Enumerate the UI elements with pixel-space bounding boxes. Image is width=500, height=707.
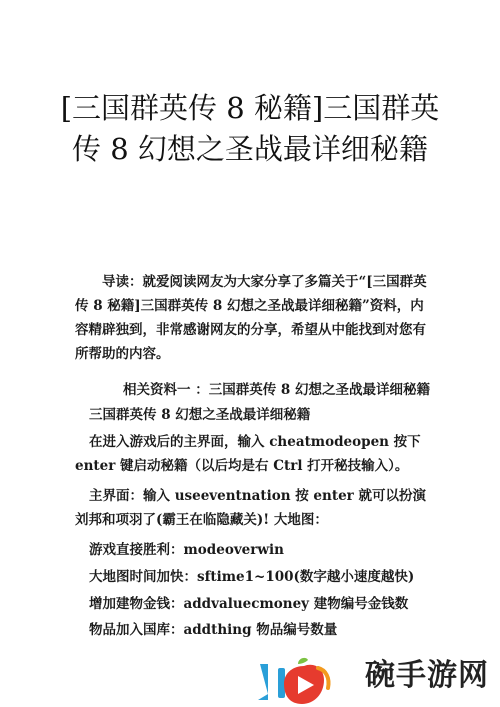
document-title: [三国群英传 8 秘籍]三国群英传 8 幻想之圣战最详细秘籍	[60, 91, 440, 166]
main-screen-paragraph: 主界面：输入 useeventnation 按 enter 就可以扮演刘邦和项羽了(霸王在临隐藏关)! 大地图：	[75, 488, 426, 528]
watermark	[248, 652, 500, 707]
wanshouyou-logo-icon	[256, 654, 336, 706]
cheat-item: 大地图时间加快：sftime1~100(数字越小速度越快)	[89, 569, 415, 585]
watermark-text: 碗手游网	[365, 658, 489, 693]
enter-cheat-paragraph: 在进入游戏后的主界面，输入 cheatmodeopen 按下 enter 键启动秘籍（以后均是右 Ctrl 打开秘技输入）。	[75, 434, 421, 474]
cheat-item: 增加建物金钱：addvaluecmoney 建物编号金钱数	[89, 596, 409, 612]
cheat-item: 物品加入国库：addthing 物品编号数量	[89, 622, 338, 638]
document-subtitle: 三国群英传 8 幻想之圣战最详细秘籍	[89, 407, 311, 423]
related-heading: 相关资料一 ：三国群英传 8 幻想之圣战最详细秘籍	[123, 382, 430, 398]
cheat-item: 游戏直接胜利：modeoverwin	[89, 542, 284, 558]
intro-paragraph: 导读：就爱阅读网友为大家分享了多篇关于“[三国群英传 8 秘籍]三国群英传 8 幻想之圣战最详细秘籍”资料，内容精辟独到，非常感谢网友的分享，希望从中能找到对您有所帮助的内容。	[75, 274, 427, 362]
